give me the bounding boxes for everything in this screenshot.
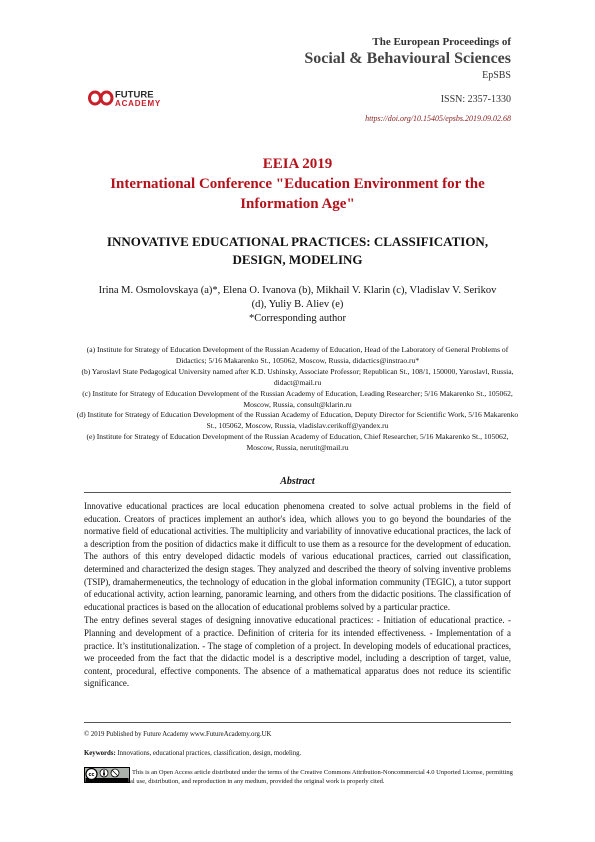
journal-title: Social & Behavioural Sciences <box>304 50 511 67</box>
paper-title <box>60 233 535 269</box>
affiliation-c: (c) Institute for Strategy of Education Development of the Russian Academy of Education, Leading Researcher; 5/16 Makarenko St., 105062, Moscow, Russia, consult@klarin.ru <box>82 388 513 409</box>
affiliations <box>76 345 519 454</box>
abstract-top-rule <box>84 492 511 493</box>
future-academy-logo <box>88 89 208 107</box>
corresponding-author-note: *Corresponding author <box>248 313 347 324</box>
journal-abbrev: EpSBS <box>482 70 511 81</box>
journal-series-line: The European Proceedings of <box>372 36 511 48</box>
abstract-paragraph-2: The entry defines several stages of designing innovative educational practices: - Initiation of educational practice. - Planning and development of a practice. Definition of criteria for its intended effectiveness. - Implementation of a practice. It’s institutionalization. - The stage of completion of a project. In developing models of educational practices, we proceeded from the fact that the didactic model is a descriptive model, including a description of target, value, content, procedural, effective components. The absence of a mathematical apparatus does not reduce its scientific significance. <box>84 615 511 689</box>
authors-line1: Irina M. Osmolovskaya (a)*, Elena O. Ivanova (b), Mikhail V. Klarin (c), Vladislav V. Serikov <box>98 285 497 296</box>
keywords <box>84 750 511 757</box>
logo-text-academy: ACADEMY <box>115 99 162 107</box>
paper-title-line2: DESIGN, MODELING <box>232 252 363 267</box>
abstract-heading: Abstract <box>280 476 315 487</box>
abstract-bottom-rule <box>84 722 511 723</box>
paper-title-line1: INNOVATIVE EDUCATIONAL PRACTICES: CLASSIFICATION, <box>106 234 489 249</box>
authors-line2: (d), Yuliy B. Aliev (e) <box>251 299 344 310</box>
keywords-label: Keywords: <box>84 750 116 757</box>
affiliation-e: (e) Institute for Strategy of Education Development of the Russian Academy of Education, Chief Researcher, 5/16 Makarenko St., 105062, Moscow, Russia, nerutit@mail.ru <box>86 432 509 453</box>
affiliation-a: (a) Institute for Strategy of Education Development of the Russian Academy of Education, Head of the Laboratory of General Problems of Didactics; 5/16 Makarenko St., 105062, Moscow, Russia, didactics@instrao.ru* <box>86 345 509 365</box>
copyright-notice: © 2019 Published by Future Academy www.FutureAcademy.org.UK <box>84 731 272 738</box>
affiliation-b: (b) Yaroslavl State Pedagogical University named after K.D. Ushinsky, Associate Professor; Republican St., 108/1, 150000, Yaroslavl, Russia, didact@mail.ru <box>81 366 514 387</box>
authors <box>70 284 525 326</box>
abstract-body <box>84 500 511 691</box>
cc-logo-text: cc <box>88 772 95 778</box>
conference-name: EEIA 2019 <box>262 156 333 172</box>
issn: ISSN: 2357-1330 <box>440 94 511 105</box>
keywords-list: Innovations, educational practices, classification, design, modeling. <box>115 750 302 757</box>
abstract-paragraph-1: Innovative educational practices are local education phenomena created to solve actual problems in the field of education. Creators of practices implement an author's idea, which allows you to go beyond the boundaries of the normative field of educational activities. The multiplicity and variability of innovative educational practices, the lack of a description from the position of didactics make it difficult to use them as a resource for the development of education. The authors of this entry developed didactic models of various educational practices, carried out classification, determined and characterized the design stages. They analyzed and described the theory of solving inventive problems (TSIP), dramahermeneutics, the technology of education in the global information community (TEGIC), a tutor support of educational activity, action learning, panoramic learning, and others from the didactic positions. The classification of educational practices is based on the allocation of educational problems solved by a particular practice. <box>84 501 511 612</box>
license-text: This is an Open Access article distributed under the terms of the Creative Commons Attribution-Noncommercial 4.0 Unported License, permitting all non-commercial use, distribution, and reproduction in any medium, provided the original work is properly cited. <box>84 769 513 786</box>
affiliation-d: (d) Institute for Strategy of Education Development of the Russian Academy of Education, Deputy Director for Scientific Work, 5/16 Makarenko St., 105062, Moscow, Russia, vladislav.cerikoff@yandex.ru <box>76 410 519 431</box>
infinity-logo-icon <box>90 92 113 104</box>
doi-link[interactable]: https://doi.org/10.15405/epsbs.2019.09.02.68 <box>365 114 511 123</box>
conference-full-line1: International Conference "Education Environment for the <box>110 176 485 192</box>
conference-full-line2: Information Age" <box>240 196 355 212</box>
conference-title <box>60 154 535 214</box>
logo-text-future: FUTURE <box>115 89 154 101</box>
